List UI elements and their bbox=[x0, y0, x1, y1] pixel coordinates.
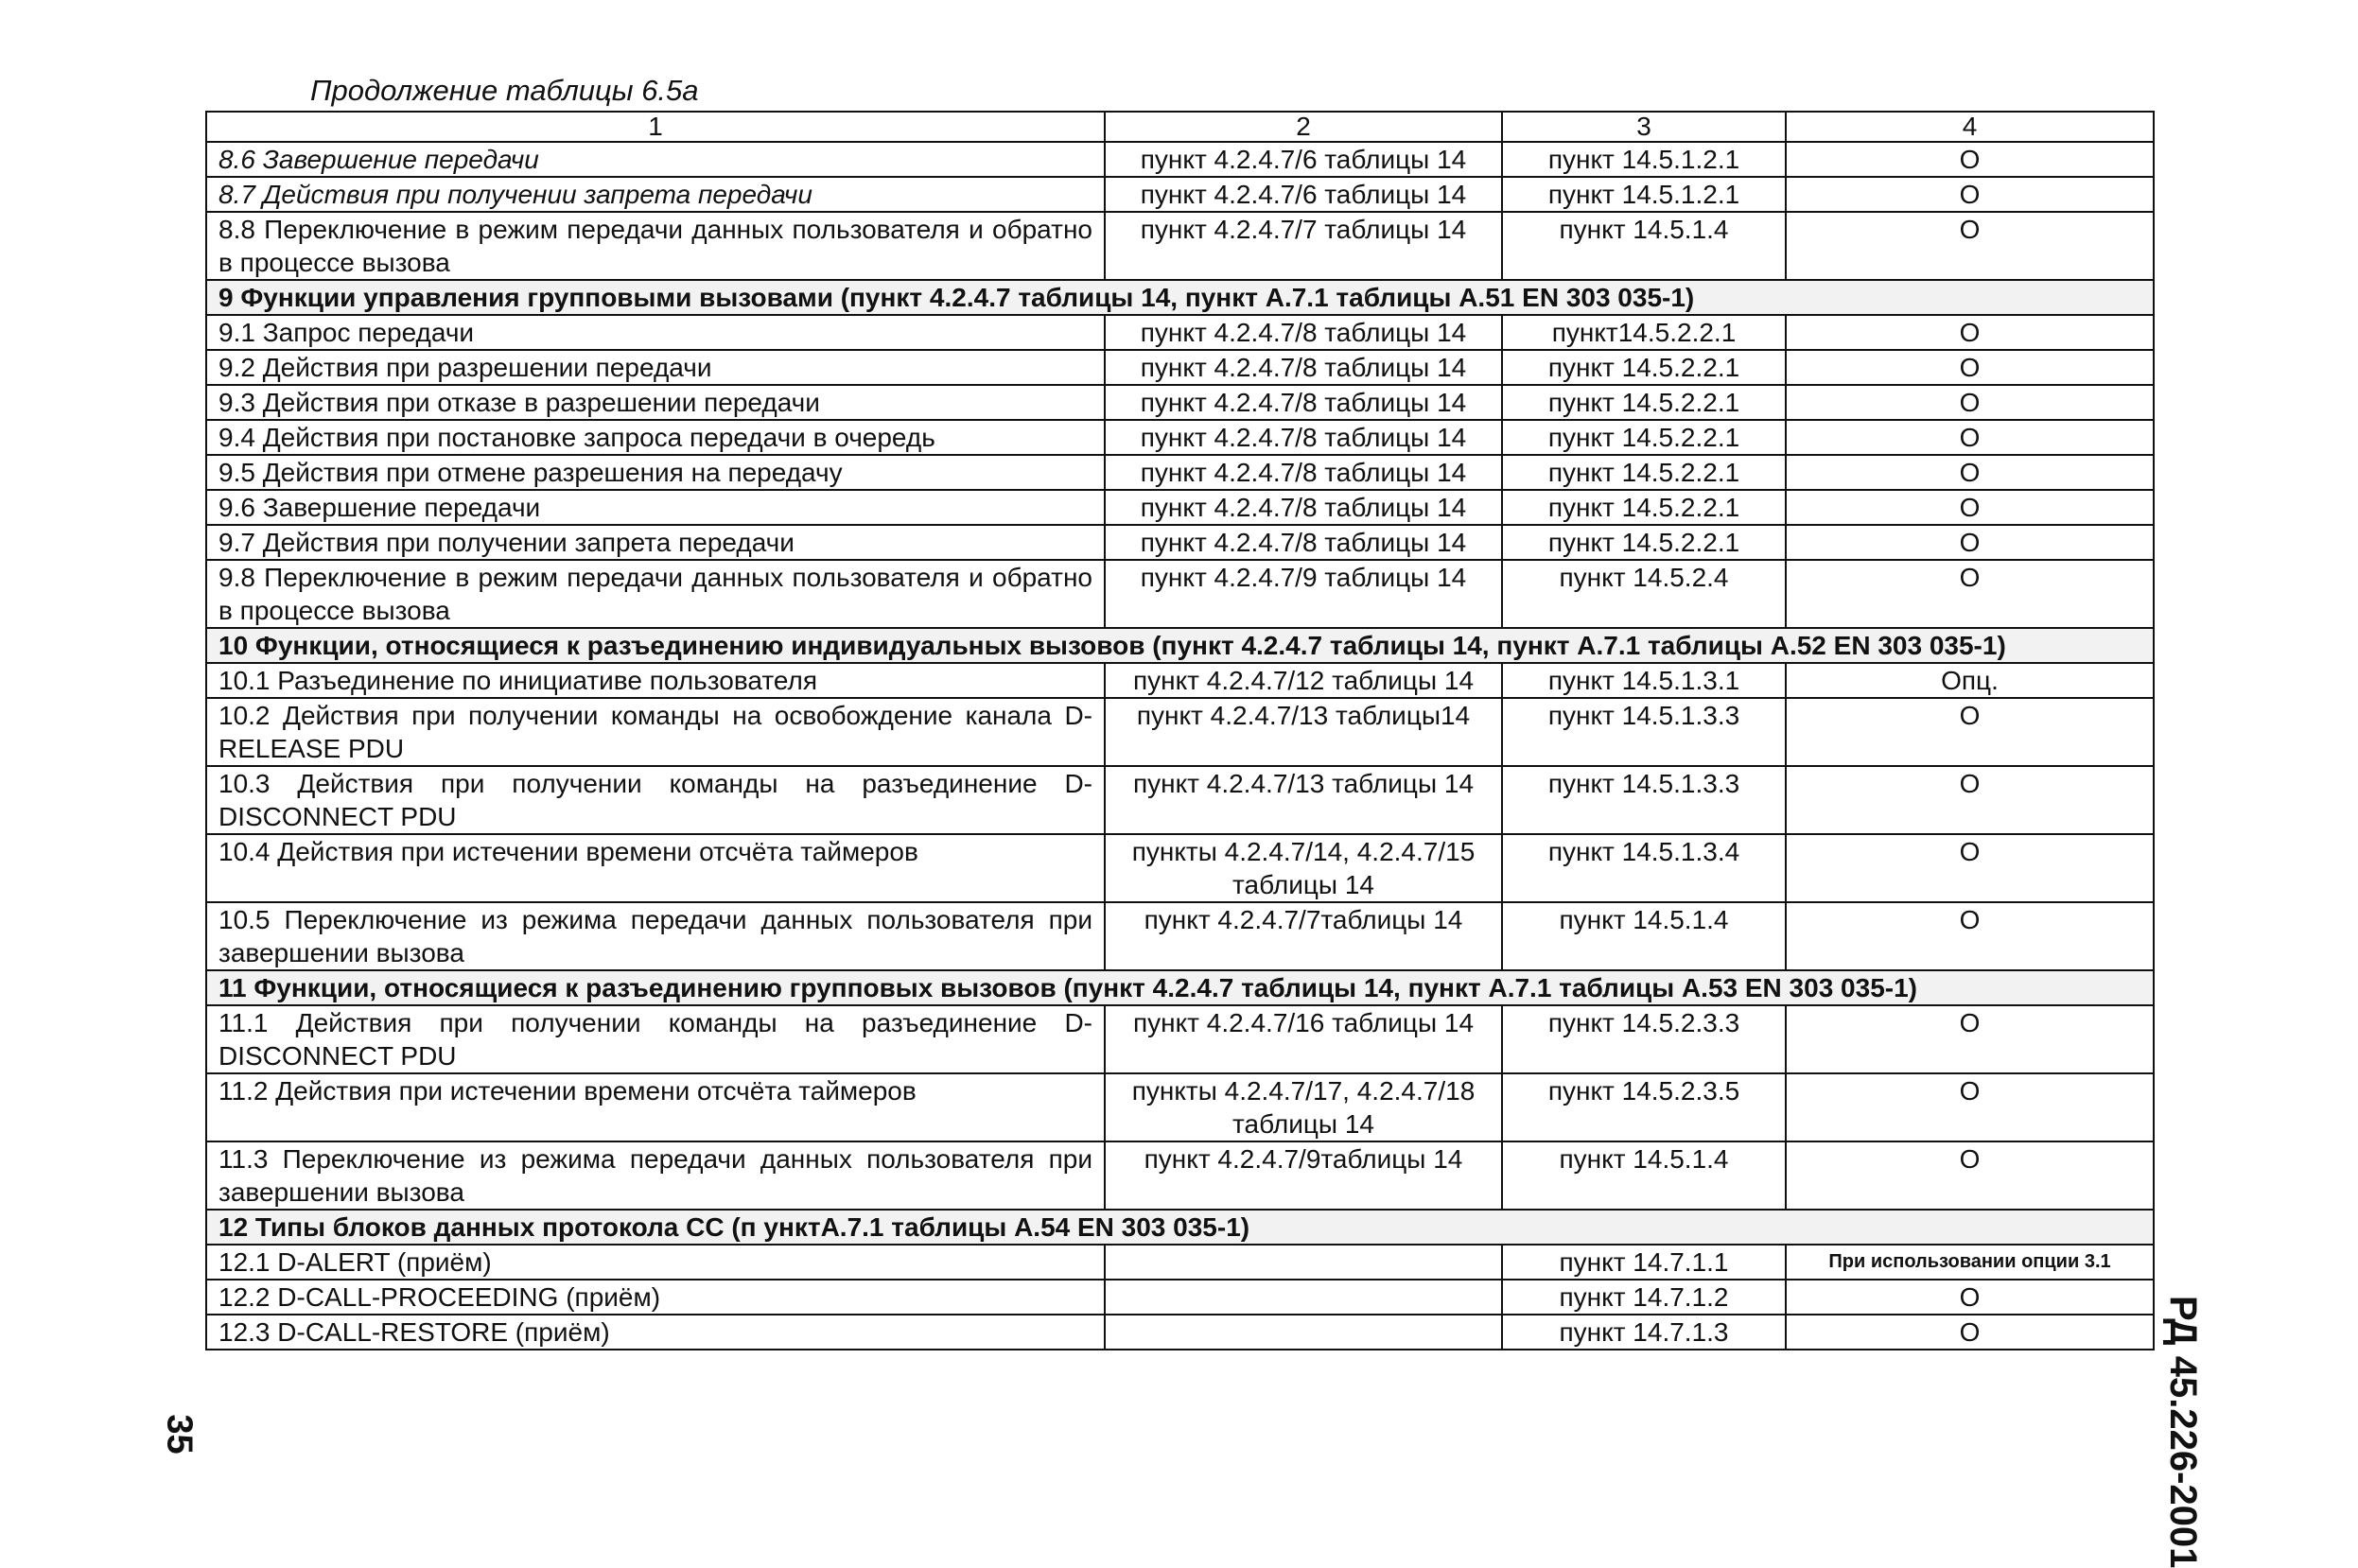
cell-c3: пункт 14.5.2.2.1 bbox=[1502, 490, 1786, 525]
cell-c3: пункт 14.7.1.1 bbox=[1502, 1245, 1786, 1280]
cell-c1: 8.7 Действия при получении запрета передачи bbox=[206, 177, 1105, 212]
cell-c4: O bbox=[1786, 698, 2154, 766]
table-row bbox=[206, 490, 2154, 525]
cell-c1: 9.5 Действия при отмене разрешения на передачу bbox=[206, 455, 1105, 490]
cell-c2: пункты 4.2.4.7/17, 4.2.4.7/18 таблицы 14 bbox=[1105, 1073, 1502, 1141]
cell-c1: 10.1 Разъединение по инициативе пользователя bbox=[206, 663, 1105, 698]
table-row bbox=[206, 902, 2154, 970]
header-cell: 2 bbox=[1105, 112, 1502, 142]
section-title: 11 Функции, относящиеся к разъединению групповых вызовов (пункт 4.2.4.7 таблицы 14, пункт А.7.1 таблицы А.53 EN 303 035-1) bbox=[206, 970, 2154, 1005]
cell-c4: O bbox=[1786, 834, 2154, 902]
cell-c3: пункт 14.5.2.2.1 bbox=[1502, 385, 1786, 420]
table-row bbox=[206, 212, 2154, 280]
cell-c1: 12.1 D-ALERT (приём) bbox=[206, 1245, 1105, 1280]
cell-c1: 9.1 Запрос передачи bbox=[206, 315, 1105, 350]
requirements-table bbox=[205, 111, 2155, 1350]
cell-c4: Опц. bbox=[1786, 663, 2154, 698]
cell-c4: O bbox=[1786, 1315, 2154, 1350]
table-row bbox=[206, 1141, 2154, 1210]
cell-c4: O bbox=[1786, 350, 2154, 385]
table-row bbox=[206, 525, 2154, 560]
cell-c3: пункт 14.5.2.3.3 bbox=[1502, 1005, 1786, 1073]
cell-c3: пункт 14.7.1.3 bbox=[1502, 1315, 1786, 1350]
cell-c1: 11.2 Действия при истечении времени отсчёта таймеров bbox=[206, 1073, 1105, 1141]
cell-c3: пункт 14.5.1.3.3 bbox=[1502, 766, 1786, 834]
cell-c2 bbox=[1105, 1245, 1502, 1280]
section-row bbox=[206, 1210, 2154, 1245]
table-row bbox=[206, 142, 2154, 177]
cell-c4: O bbox=[1786, 1280, 2154, 1315]
cell-c1: 12.2 D-CALL-PROCEEDING (приём) bbox=[206, 1280, 1105, 1315]
section-row bbox=[206, 280, 2154, 315]
table-row bbox=[206, 1005, 2154, 1073]
page-number: 35 bbox=[159, 1414, 200, 1455]
cell-c2: пункт 4.2.4.7/7 таблицы 14 bbox=[1105, 212, 1502, 280]
cell-c2: пункт 4.2.4.7/13 таблицы 14 bbox=[1105, 766, 1502, 834]
header-cell: 4 bbox=[1786, 112, 2154, 142]
cell-c1: 9.2 Действия при разрешении передачи bbox=[206, 350, 1105, 385]
section-title: 12 Типы блоков данных протокола СС (п унктА.7.1 таблицы А.54 EN 303 035-1) bbox=[206, 1210, 2154, 1245]
cell-c1: 10.4 Действия при истечении времени отсчёта таймеров bbox=[206, 834, 1105, 902]
cell-c2: пункт 4.2.4.7/8 таблицы 14 bbox=[1105, 315, 1502, 350]
cell-c4: При использовании опции 3.1 bbox=[1786, 1245, 2154, 1280]
cell-c3: пункт14.5.2.2.1 bbox=[1502, 315, 1786, 350]
cell-c4: O bbox=[1786, 902, 2154, 970]
cell-c2: пункт 4.2.4.7/16 таблицы 14 bbox=[1105, 1005, 1502, 1073]
header-row bbox=[206, 112, 2154, 142]
cell-c1: 9.7 Действия при получении запрета передачи bbox=[206, 525, 1105, 560]
cell-c3: пункт 14.5.2.2.1 bbox=[1502, 420, 1786, 455]
cell-c3: пункт 14.5.1.3.1 bbox=[1502, 663, 1786, 698]
cell-c1: 11.3 Переключение из режима передачи данных пользователя при завершении вызова bbox=[206, 1141, 1105, 1210]
table-row bbox=[206, 385, 2154, 420]
cell-c3: пункт 14.5.1.4 bbox=[1502, 212, 1786, 280]
cell-c3: пункт 14.5.1.3.4 bbox=[1502, 834, 1786, 902]
cell-c4: O bbox=[1786, 1073, 2154, 1141]
table-body bbox=[206, 112, 2154, 1350]
cell-c1: 11.1 Действия при получении команды на разъединение D-DISCONNECT PDU bbox=[206, 1005, 1105, 1073]
table-row bbox=[206, 560, 2154, 628]
cell-c2 bbox=[1105, 1280, 1502, 1315]
cell-c2: пункт 4.2.4.7/8 таблицы 14 bbox=[1105, 385, 1502, 420]
cell-c2: пункт 4.2.4.7/13 таблицы14 bbox=[1105, 698, 1502, 766]
table-row bbox=[206, 177, 2154, 212]
table-row bbox=[206, 1073, 2154, 1141]
cell-c1: 10.5 Переключение из режима передачи данных пользователя при завершении вызова bbox=[206, 902, 1105, 970]
table-row bbox=[206, 455, 2154, 490]
cell-c4: O bbox=[1786, 142, 2154, 177]
cell-c1: 9.3 Действия при отказе в разрешении передачи bbox=[206, 385, 1105, 420]
table-row bbox=[206, 663, 2154, 698]
cell-c1: 12.3 D-CALL-RESTORE (приём) bbox=[206, 1315, 1105, 1350]
cell-c3: пункт 14.5.2.2.1 bbox=[1502, 350, 1786, 385]
cell-c2: пункт 4.2.4.7/8 таблицы 14 bbox=[1105, 420, 1502, 455]
cell-c4: O bbox=[1786, 385, 2154, 420]
cell-c1: 10.3 Действия при получении команды на разъединение D-DISCONNECT PDU bbox=[206, 766, 1105, 834]
cell-c2 bbox=[1105, 1315, 1502, 1350]
cell-c2: пункт 4.2.4.7/7таблицы 14 bbox=[1105, 902, 1502, 970]
cell-c4: O bbox=[1786, 212, 2154, 280]
table-row bbox=[206, 350, 2154, 385]
cell-c4: O bbox=[1786, 177, 2154, 212]
cell-c3: пункт 14.5.1.4 bbox=[1502, 902, 1786, 970]
cell-c4: O bbox=[1786, 766, 2154, 834]
cell-c2: пункты 4.2.4.7/14, 4.2.4.7/15 таблицы 14 bbox=[1105, 834, 1502, 902]
cell-c2: пункт 4.2.4.7/8 таблицы 14 bbox=[1105, 525, 1502, 560]
section-row bbox=[206, 970, 2154, 1005]
cell-c3: пункт 14.5.1.2.1 bbox=[1502, 177, 1786, 212]
cell-c2: пункт 4.2.4.7/9таблицы 14 bbox=[1105, 1141, 1502, 1210]
cell-c1: 8.6 Завершение передачи bbox=[206, 142, 1105, 177]
cell-c2: пункт 4.2.4.7/8 таблицы 14 bbox=[1105, 490, 1502, 525]
cell-c3: пункт 14.5.2.3.5 bbox=[1502, 1073, 1786, 1141]
cell-c1: 10.2 Действия при получении команды на освобождение канала D-RELEASE PDU bbox=[206, 698, 1105, 766]
table-row bbox=[206, 1315, 2154, 1350]
cell-c4: O bbox=[1786, 420, 2154, 455]
table-row bbox=[206, 315, 2154, 350]
cell-c2: пункт 4.2.4.7/9 таблицы 14 bbox=[1105, 560, 1502, 628]
cell-c3: пункт 14.5.2.2.1 bbox=[1502, 455, 1786, 490]
cell-c1: 8.8 Переключение в режим передачи данных пользователя и обратно в процессе вызова bbox=[206, 212, 1105, 280]
cell-c3: пункт 14.5.2.4 bbox=[1502, 560, 1786, 628]
table-row bbox=[206, 698, 2154, 766]
cell-c4: O bbox=[1786, 560, 2154, 628]
cell-c1: 9.6 Завершение передачи bbox=[206, 490, 1105, 525]
cell-c3: пункт 14.5.1.3.3 bbox=[1502, 698, 1786, 766]
cell-c4: O bbox=[1786, 455, 2154, 490]
header-cell: 1 bbox=[206, 112, 1105, 142]
cell-c4: O bbox=[1786, 1141, 2154, 1210]
cell-c4: O bbox=[1786, 1005, 2154, 1073]
table-row bbox=[206, 1280, 2154, 1315]
cell-c2: пункт 4.2.4.7/8 таблицы 14 bbox=[1105, 350, 1502, 385]
cell-c2: пункт 4.2.4.7/12 таблицы 14 bbox=[1105, 663, 1502, 698]
cell-c4: O bbox=[1786, 490, 2154, 525]
cell-c3: пункт 14.5.1.4 bbox=[1502, 1141, 1786, 1210]
cell-c2: пункт 4.2.4.7/6 таблицы 14 bbox=[1105, 177, 1502, 212]
table-row bbox=[206, 766, 2154, 834]
document-id: РД 45.226-2001 bbox=[2162, 1296, 2204, 1568]
section-title: 10 Функции, относящиеся к разъединению индивидуальных вызовов (пункт 4.2.4.7 таблицы 14, пункт А.7.1 таблицы А.52 EN 303 035-1) bbox=[206, 628, 2154, 663]
cell-c3: пункт 14.5.1.2.1 bbox=[1502, 142, 1786, 177]
cell-c4: O bbox=[1786, 315, 2154, 350]
table-row bbox=[206, 420, 2154, 455]
section-title: 9 Функции управления групповыми вызовами (пункт 4.2.4.7 таблицы 14, пункт А.7.1 таблицы А.51 EN 303 035-1) bbox=[206, 280, 2154, 315]
cell-c2: пункт 4.2.4.7/6 таблицы 14 bbox=[1105, 142, 1502, 177]
cell-c1: 9.8 Переключение в режим передачи данных пользователя и обратно в процессе вызова bbox=[206, 560, 1105, 628]
cell-c1: 9.4 Действия при постановке запроса передачи в очередь bbox=[206, 420, 1105, 455]
table-row bbox=[206, 1245, 2154, 1280]
cell-c2: пункт 4.2.4.7/8 таблицы 14 bbox=[1105, 455, 1502, 490]
cell-c3: пункт 14.7.1.2 bbox=[1502, 1280, 1786, 1315]
table-row bbox=[206, 834, 2154, 902]
header-cell: 3 bbox=[1502, 112, 1786, 142]
section-row bbox=[206, 628, 2154, 663]
table-caption: Продолжение таблицы 6.5а bbox=[310, 74, 699, 107]
cell-c4: O bbox=[1786, 525, 2154, 560]
cell-c3: пункт 14.5.2.2.1 bbox=[1502, 525, 1786, 560]
